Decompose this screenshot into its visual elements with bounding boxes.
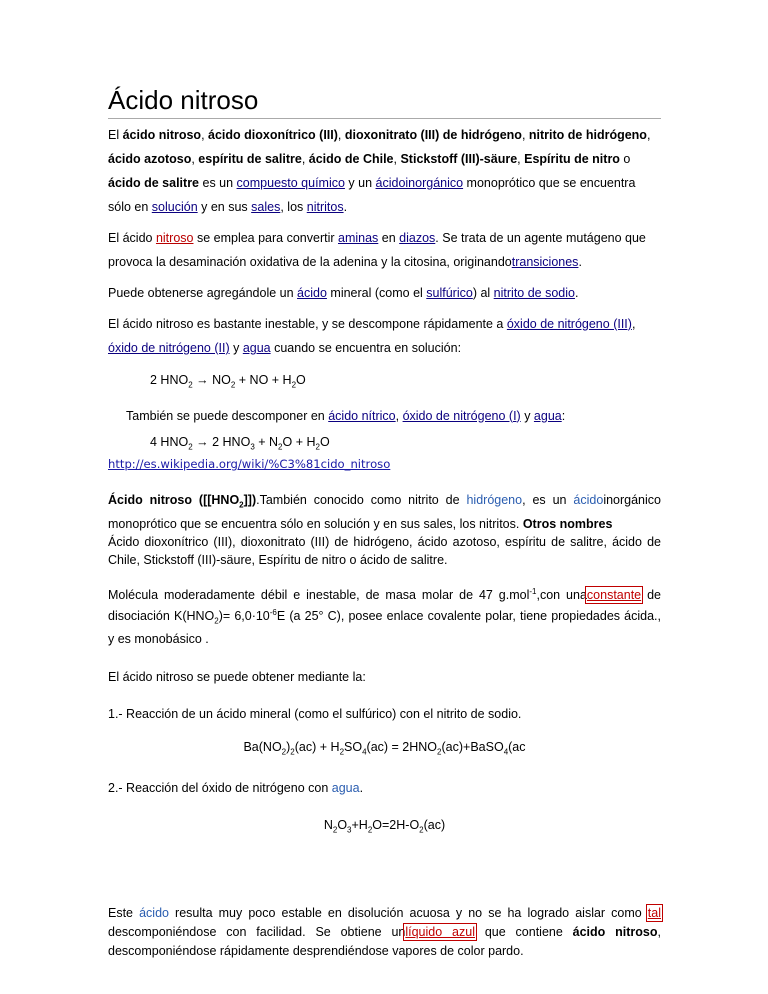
text: .También conocido como nitrito de <box>256 493 467 507</box>
subscript: 2 <box>419 825 424 835</box>
link-solucion[interactable]: solución <box>151 200 198 214</box>
text: E (a 25° C), posee enlace covalente polar, tiene propiedades ácida., y es monobásico . <box>108 608 661 647</box>
text: monoprótico que se encuentra sólo en <box>108 176 636 214</box>
text: . <box>343 200 348 214</box>
decompose-also-paragraph <box>108 406 661 426</box>
obtain-paragraph <box>108 281 661 305</box>
text: ,con una <box>536 587 587 602</box>
text: mineral (como el <box>326 286 427 300</box>
text: , los <box>280 200 307 214</box>
text: O + H <box>282 434 316 449</box>
subscript: 2 <box>290 747 295 757</box>
text: y <box>229 341 243 355</box>
bold-term: ácido nitroso <box>572 925 658 940</box>
other-names-heading: Otros nombres <box>522 516 613 531</box>
equation-4 <box>108 815 661 841</box>
methods-intro: El ácido nitroso se puede obtener mediante la: <box>108 670 366 685</box>
text: y un <box>344 176 376 190</box>
text: es un <box>199 176 237 190</box>
text: o <box>619 152 631 166</box>
link-compuesto-quimico[interactable]: compuesto químico <box>236 176 345 190</box>
text: Ácido dioxonítrico (III), dioxonitrato (III) de hidrógeno, ácido azotoso, espíritu de salitre, ácido de Chile, Stickstoff (III)-säure, Espíritu de nitro o ácido de salitre. <box>108 534 661 567</box>
link-aminas[interactable]: aminas <box>338 231 379 245</box>
text: , <box>521 128 529 142</box>
subscript: 2 <box>239 500 244 510</box>
subscript: 2 <box>437 747 442 757</box>
subscript: 4 <box>362 747 367 757</box>
link-acido-inorganico[interactable]: ácidoinorgánico <box>375 176 464 190</box>
text: + NO + H <box>235 373 292 387</box>
bold-term: ácido de salitre <box>108 176 200 190</box>
source-url-link[interactable]: http://es.wikipedia.org/wiki/%C3%81cido_nitroso <box>108 457 391 471</box>
method-1: 1.- Reacción de un ácido mineral (como el sulfúrico) con el nitrito de sodio. <box>108 707 522 722</box>
text: O <box>337 817 348 832</box>
text: . Se trata de un agente mutágeno que provoca la desaminación oxidativa de la adenina y la citosina, originando <box>108 231 646 269</box>
bold-term: ácido de Chile <box>308 152 394 166</box>
bold-term: Espíritu de nitro <box>524 152 620 166</box>
text: 2 HNO <box>150 373 189 387</box>
link-agua-2[interactable]: agua <box>533 408 562 423</box>
text: , es un <box>522 493 574 507</box>
bold-term: Ácido nitroso ([[HNO <box>108 493 240 507</box>
summary-paragraph <box>108 491 661 569</box>
link-nitrito-de-sodio[interactable]: nitrito de sodio <box>493 286 575 300</box>
superscript: -1 <box>529 586 537 596</box>
text: , <box>191 152 199 166</box>
text: ) al <box>472 286 494 300</box>
text: que contiene <box>474 925 573 940</box>
text: , <box>631 317 636 331</box>
text: También se puede descomponer en <box>126 408 329 423</box>
text: O=2H-O <box>372 817 420 832</box>
text: O <box>319 434 330 449</box>
text: (ac <box>508 740 526 755</box>
text: , <box>301 152 309 166</box>
text: , descomponiéndose rápidamente desprendiéndose vapores de color pardo. <box>108 925 661 959</box>
text: y <box>520 408 534 423</box>
text: )= 6,0·10 <box>218 608 270 623</box>
subscript: 2 <box>367 825 373 835</box>
subscript: 2 <box>315 442 320 451</box>
text: +H <box>351 817 368 832</box>
link-oxido-nitrogeno-ii[interactable]: óxido de nitrógeno (II) <box>108 341 230 355</box>
subscript: 2 <box>214 616 219 626</box>
decomposition-paragraph <box>108 312 661 360</box>
link-liquido-azul[interactable]: líquido azul <box>405 925 475 940</box>
bold-term: nitrito de hidrógeno <box>528 128 647 142</box>
text: (ac)+BaSO <box>441 740 504 755</box>
molecule-paragraph <box>108 583 661 649</box>
text: 4 HNO <box>150 434 189 449</box>
text: cuando se encuentra en solución: <box>270 341 462 355</box>
text: El ácido nitroso es bastante inestable, y se descompone rápidamente a <box>108 317 507 331</box>
subscript: 2 <box>291 380 297 390</box>
text: ) <box>286 740 291 755</box>
text: resulta muy poco estable en disolución acuosa y no se ha logrado aislar como <box>168 906 648 921</box>
text: (ac) + H <box>294 740 340 755</box>
text: , <box>395 408 403 423</box>
link-constante[interactable]: constante <box>586 587 642 602</box>
subscript: 2 <box>188 380 193 390</box>
text: O <box>296 373 306 387</box>
text: de disociación K(HNO <box>108 587 661 623</box>
subscript: 2 <box>332 825 338 835</box>
link-acido-nitrico[interactable]: ácido nítrico <box>328 408 396 423</box>
link-sulfurico[interactable]: sulfúrico <box>426 286 473 300</box>
bold-term: ácido nitroso <box>122 128 202 142</box>
subscript: 3 <box>347 825 352 835</box>
bold-term: ácido azotoso <box>108 152 192 166</box>
link-oxido-nitrogeno-iii[interactable]: óxido de nitrógeno (III) <box>506 317 632 331</box>
text: SO <box>344 740 363 755</box>
bold-term: Stickstoff (III)-säure <box>400 152 518 166</box>
uses-paragraph <box>108 226 661 274</box>
equation-2 <box>108 434 661 456</box>
subscript: 2 <box>278 442 283 451</box>
subscript: 2 <box>281 747 287 757</box>
link-nitritos[interactable]: nitritos <box>306 200 344 214</box>
text: (ac) <box>423 817 446 832</box>
text: N <box>323 817 333 832</box>
text: , <box>337 128 345 142</box>
text: en <box>378 231 400 245</box>
equation-3 <box>108 737 661 763</box>
text: Puede obtenerse agregándole un <box>108 286 298 300</box>
subscript: 3 <box>250 442 255 451</box>
link-agua-3[interactable]: agua <box>331 780 360 795</box>
text: + N <box>254 434 279 449</box>
text: (ac) = 2HNO <box>366 740 438 755</box>
text: El <box>108 128 123 142</box>
link-acido-2[interactable]: ácido <box>573 493 604 507</box>
text: . <box>359 780 364 795</box>
text: . <box>578 255 582 269</box>
link-sales[interactable]: sales <box>251 200 281 214</box>
bold-term: dioxonitrato (III) de hidrógeno <box>344 128 522 142</box>
document-page <box>108 84 661 961</box>
text: , <box>201 128 209 142</box>
link-hidrogeno[interactable]: hidrógeno <box>466 493 523 507</box>
subscript: 2 <box>188 442 193 451</box>
text: y en sus <box>197 200 252 214</box>
bold-term: espíritu de salitre <box>198 152 302 166</box>
link-oxido-nitrogeno-i[interactable]: óxido de nitrógeno (I) <box>402 408 521 423</box>
link-acido-3[interactable]: ácido <box>139 906 169 921</box>
superscript: -6 <box>269 607 277 617</box>
text: , <box>393 152 401 166</box>
text: → NO <box>192 373 231 387</box>
link-transiciones[interactable]: transiciones <box>511 255 579 269</box>
text: Este <box>108 906 140 921</box>
closing-paragraph <box>108 904 661 961</box>
link-acido[interactable]: ácido <box>297 286 327 300</box>
subscript: 2 <box>339 747 345 757</box>
text: se emplea para convertir <box>193 231 338 245</box>
text: → 2 HNO <box>192 434 251 449</box>
subscript: 4 <box>503 747 509 757</box>
text: Molécula moderadamente débil e inestable, de masa molar de 47 g.mol <box>108 587 530 602</box>
link-nitroso[interactable]: nitroso <box>155 231 194 245</box>
link-agua[interactable]: agua <box>242 341 271 355</box>
text: . <box>574 286 579 300</box>
equation-1 <box>108 370 661 396</box>
text: , <box>517 152 525 166</box>
bold-term: ácido dioxonítrico (III) <box>208 128 338 142</box>
method-2 <box>108 779 661 797</box>
text: , <box>646 128 651 142</box>
text: 2.- Reacción del óxido de nitrógeno con <box>108 780 332 795</box>
intro-paragraph <box>108 123 661 219</box>
text: El ácido <box>108 231 156 245</box>
text: Ba(NO <box>243 740 282 755</box>
article-title: Ácido nitroso <box>108 84 661 119</box>
link-tal[interactable]: tal <box>647 906 661 921</box>
bold-term: ]]) <box>243 493 257 507</box>
link-diazos[interactable]: diazos <box>399 231 436 245</box>
subscript: 2 <box>230 380 236 390</box>
text: descomponiéndose con facilidad. Se obtiene un <box>108 925 406 940</box>
text: inorgánico monoprótico que se encuentra sólo en solución y en sus sales, los nitritos. <box>108 493 661 531</box>
text: : <box>561 408 566 423</box>
